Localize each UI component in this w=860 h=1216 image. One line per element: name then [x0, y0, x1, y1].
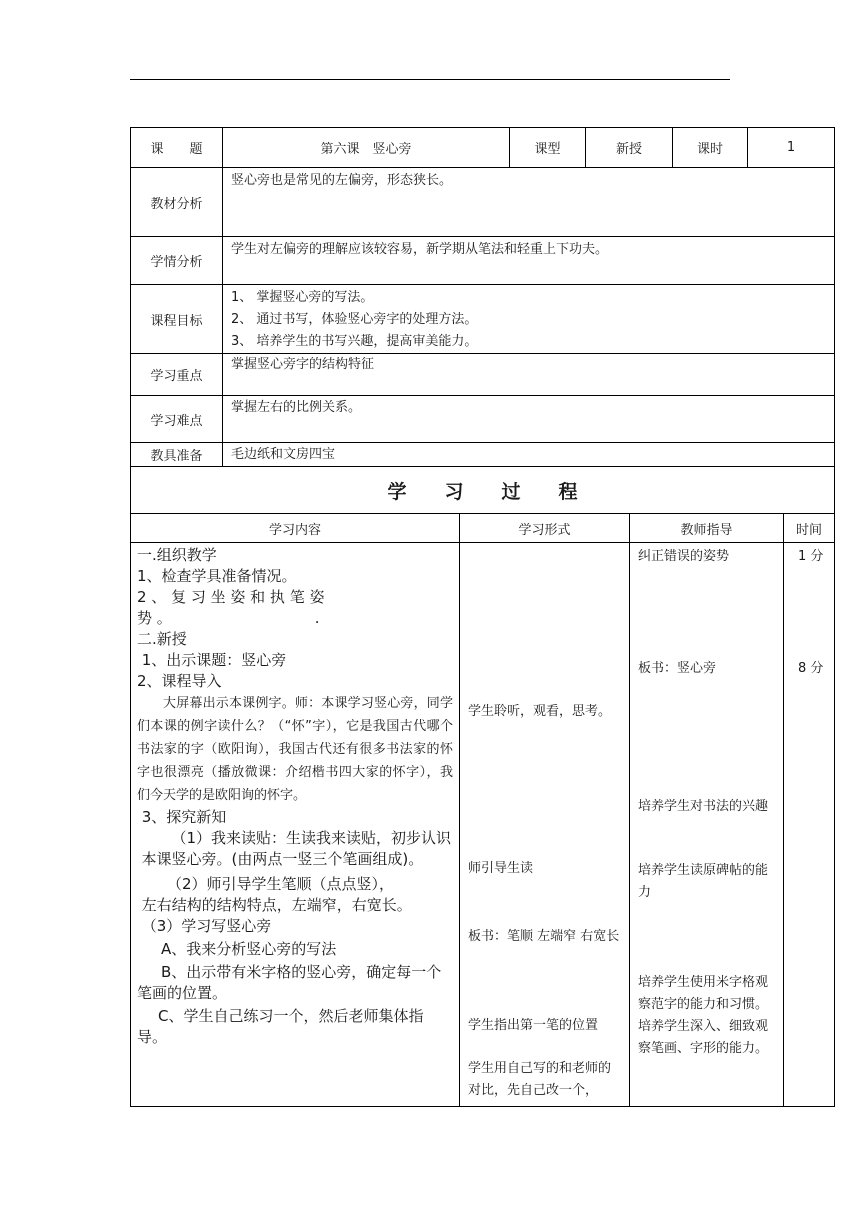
label-difficulty: 学习难点 [131, 396, 223, 443]
key-point: 掌握竖心旁字的结构特征 [223, 354, 835, 396]
label-topic: 课 题 [131, 128, 223, 168]
hours-value: 1 [748, 128, 835, 168]
step-order-1: （2）师引导学生笔顺（点点竖）， [167, 875, 395, 893]
label-student: 学情分析 [131, 237, 223, 285]
label-key: 学习重点 [131, 354, 223, 396]
lesson-info-table [130, 127, 835, 514]
course-goals [223, 285, 835, 354]
process-time [784, 543, 835, 1107]
step-learn: （3）学习写竖心旁 [137, 917, 272, 935]
goal-item: 3、 培养学生的书写兴趣，提高审美能力。 [231, 334, 478, 349]
type-value: 新授 [586, 128, 673, 168]
teacher-board: 板书：竖心旁 [638, 661, 717, 676]
header-rule [130, 79, 730, 80]
teacher-read-ability: 培养学生读原碑帖的能力 [638, 863, 769, 900]
process-title: 学习过程 [131, 467, 835, 514]
step-read: （1）我来读贴：生读我来读贴，初步认识本课竖心旁。(由两点一竖三个笔画组成)。 [141, 829, 452, 868]
form-first-stroke: 学生指出第一笔的位置 [468, 1018, 599, 1033]
teacher-observe: 培养学生使用米字格观察范字的能力和习惯。培养学生深入、细致观察笔画、字形的能力。 [638, 975, 769, 1056]
tools: 毛边纸和文房四宝 [223, 443, 835, 467]
col-teacher-header: 教师指导 [630, 514, 784, 543]
label-tools: 教具准备 [131, 443, 223, 467]
step-check-tools: 1、检查学具准备情况。 [137, 567, 297, 585]
label-type: 课型 [510, 128, 586, 168]
step-show-topic: 1、出示课题：竖心旁 [137, 651, 287, 669]
col-content-header: 学习内容 [131, 514, 460, 543]
step-learn-c: C、学生自己练习一个，然后老师集体指导。 [137, 1007, 424, 1046]
form-listen: 学生聆听，观看，思考。 [468, 704, 612, 719]
time-2: 8 分 [798, 661, 824, 676]
step-explore: 3、探究新知 [137, 808, 227, 826]
form-guide-read: 师引导生读 [468, 861, 534, 876]
topic-value: 第六课 竖心旁 [223, 128, 510, 168]
difficulty: 掌握左右的比例关系。 [223, 396, 835, 443]
label-material: 教材分析 [131, 168, 223, 237]
time-1: 1 分 [798, 549, 824, 564]
step-order-2: 左右结构的结构特点，左端窄，右宽长。 [137, 896, 412, 914]
student-analysis: 学生对左偏旁的理解应该较容易，新学期从笔法和轻重上下功夫。 [223, 237, 835, 285]
step-learn-a: A、我来分析竖心旁的写法 [161, 940, 337, 958]
teacher-interest: 培养学生对书法的兴趣 [638, 799, 769, 814]
col-form-header: 学习形式 [460, 514, 630, 543]
step-posture-1: 2 、 复 习 坐 姿 和 执 笔 姿 [137, 588, 325, 606]
intro-text: 大屏幕出示本课例字。师：本课学习竖心旁，同学们本课的例字读什么？（“怀”字），它是我国古代哪个书法家的字（欧阳询），我国古代还有很多书法家的怀字也很漂亮（播放微课：介绍楷书四大家的怀字），我们今天学的是欧阳询的怀字。 [137, 696, 453, 803]
process-table [130, 513, 835, 1107]
col-time-header: 时间 [784, 514, 835, 543]
material-analysis: 竖心旁也是常见的左偏旁，形态狭长。 [223, 168, 835, 237]
form-board-order: 板书：笔顺 左端窄 右宽长 [468, 929, 620, 944]
goal-item: 2、 通过书写，体验竖心旁字的处理方法。 [231, 312, 478, 327]
process-form [460, 543, 630, 1107]
section-organize: 一.组织教学 [137, 546, 217, 564]
section-new: 二.新授 [137, 630, 187, 648]
step-intro: 2、课程导入 [137, 672, 222, 690]
process-content [131, 543, 460, 1107]
label-goals: 课程目标 [131, 285, 223, 354]
goal-item: 1、 掌握竖心旁的写法。 [231, 290, 374, 305]
label-hours: 课时 [673, 128, 748, 168]
process-teacher [630, 543, 784, 1107]
teacher-correct: 纠正错误的姿势 [638, 549, 730, 564]
step-learn-b: B、出示带有米字格的竖心旁，确定每一个笔画的位置。 [137, 963, 442, 1002]
step-posture-2: 势 。 . [137, 609, 320, 627]
form-compare: 学生用自己写的和老师的对比，先自己改一个， [468, 1061, 612, 1098]
